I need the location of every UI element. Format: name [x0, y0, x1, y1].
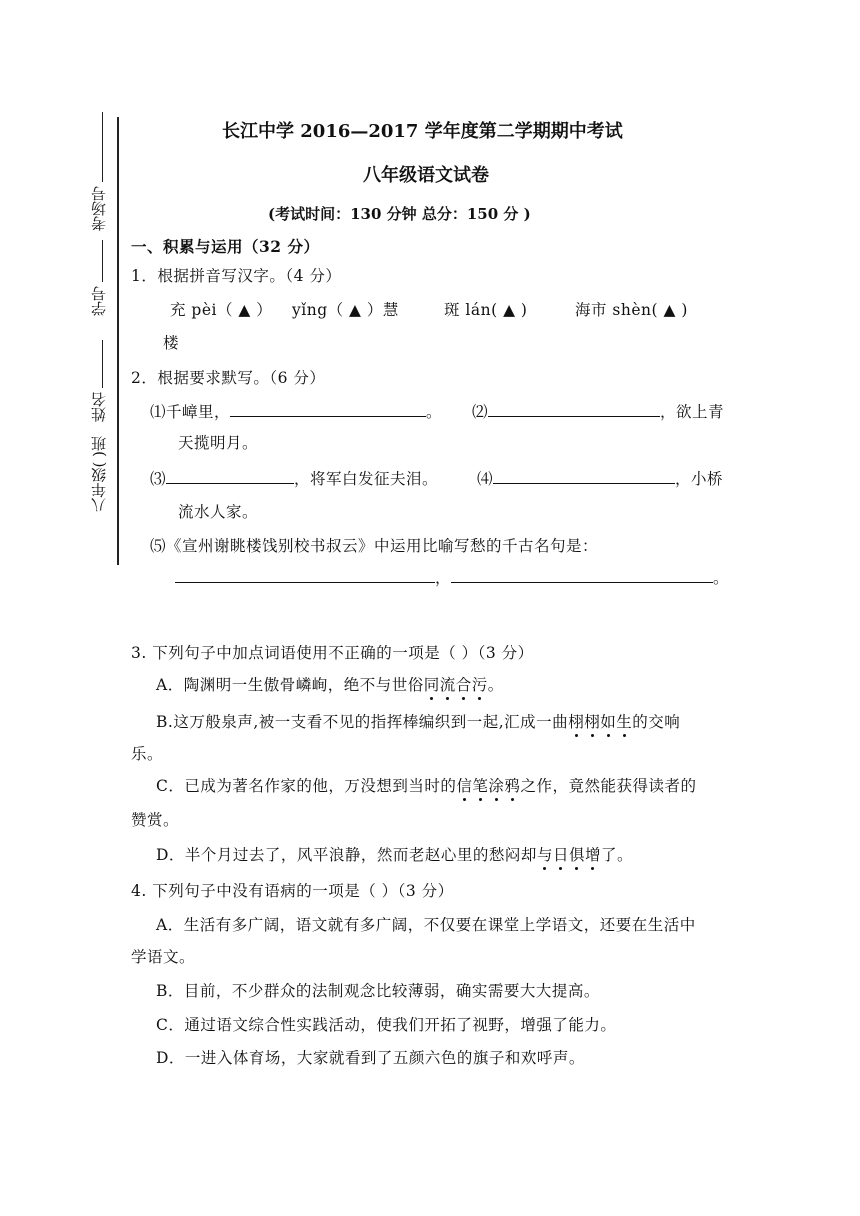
- q4-option-d: D．一进入体育场，大家就看到了五颜六色的旗子和欢呼声。: [156, 1049, 585, 1067]
- q2-part-4-text: ，小桥: [675, 470, 724, 488]
- emphasis-char: 与: [537, 843, 553, 865]
- q2-part-5: ⑸《宣州谢眺楼饯别校书叔云》中运用比喻写愁的千古名句是：: [150, 537, 599, 555]
- q3-option-a: [156, 673, 504, 695]
- q2-part-1-text: ⑴千嶂里，: [150, 403, 231, 421]
- q2-prompt: 2．根据要求默写。（6 分）: [131, 369, 326, 387]
- emphasis-char: 如: [600, 710, 616, 732]
- q1-item-2: yǐng（ ▲ ）慧: [292, 301, 399, 319]
- q3-b-emphasis: [568, 713, 632, 731]
- q3-d-text: D．半个月过去了，风平浪静，然而老赵心里的愁闷却: [156, 846, 537, 864]
- q2-part-4-wrap: 流水人家。: [178, 503, 259, 521]
- q4-option-b: B．目前，不少群众的法制观念比较薄弱，确实需要大大提高。: [156, 982, 600, 1000]
- q3-option-c-wrap: 赞赏。: [131, 811, 180, 829]
- q2-part-5-answer: [175, 566, 729, 588]
- exam-room-label: 考场号: [90, 186, 108, 231]
- q4-prompt: 4. 下列句子中没有语病的一项是（ ）（3 分）: [131, 882, 454, 900]
- q2-part-2: [472, 400, 724, 422]
- q2-part-5-end: 。: [713, 569, 730, 587]
- emphasis-char: 合: [456, 673, 472, 695]
- q3-a-end: 。: [487, 676, 504, 694]
- q2-part-2-num: ⑵: [472, 403, 489, 421]
- q3-c-end: 之作，竟然能获得读者的: [520, 777, 697, 795]
- q4-option-a: A．生活有多广阔，语文就有多广阔，不仅要在课堂上学语文，还要在生活中: [156, 916, 696, 934]
- q2-part-2-text: ，欲上青: [660, 403, 725, 421]
- emphasis-char: 俱: [569, 843, 585, 865]
- q2-blank-5a[interactable]: [175, 581, 435, 583]
- q3-d-end: 了。: [601, 846, 634, 864]
- q2-blank-3[interactable]: [166, 482, 294, 484]
- q3-option-b: [156, 710, 680, 732]
- student-no-label: 学号: [90, 286, 108, 316]
- q1-item-4: 海市 shèn( ▲ ): [575, 301, 688, 319]
- exam-title: 长江中学 2016—2017 学年度第二学期期中考试: [222, 121, 623, 142]
- emphasis-char: 同: [424, 673, 440, 695]
- emphasis-char: 鸦: [504, 774, 520, 796]
- q1-item-1: 充 pèi（ ▲ ）: [170, 301, 273, 319]
- q2-part-2-wrap: 天揽明月。: [178, 434, 259, 452]
- q3-option-c: [156, 774, 696, 796]
- class-label: 八年级( )班: [90, 436, 108, 513]
- q2-part-4: [477, 467, 723, 489]
- q3-option-d: [156, 843, 633, 865]
- q2-blank-1[interactable]: [230, 415, 426, 417]
- exam-info: (考试时间：130 分钟 总分：150 分 ): [268, 205, 531, 223]
- emphasis-char: 涂: [488, 774, 504, 796]
- q4-option-a-wrap: 学语文。: [131, 948, 196, 966]
- q2-part-1-end: 。: [426, 403, 443, 421]
- q2-part-3-text: ，将军白发征夫泪。: [294, 470, 439, 488]
- name-blank: [102, 340, 103, 388]
- q4-option-c: C．通过语文综合性实践活动，使我们开拓了视野，增强了能力。: [156, 1016, 617, 1034]
- q2-blank-2[interactable]: [488, 415, 660, 417]
- q2-part-3: [150, 467, 438, 489]
- student-no-blank: [102, 240, 103, 282]
- emphasis-char: 栩: [568, 710, 584, 732]
- name-label: 姓名: [90, 392, 108, 422]
- q3-a-text: A．陶渊明一生傲骨嶙峋，绝不与世俗: [156, 676, 424, 694]
- q3-c-emphasis: [456, 777, 520, 795]
- emphasis-char: 栩: [584, 710, 600, 732]
- emphasis-char: 日: [553, 843, 569, 865]
- emphasis-char: 增: [585, 843, 601, 865]
- q3-b-text: B.这万般泉声,被一支看不见的指挥棒编织到一起,汇成一曲: [156, 713, 569, 731]
- q2-part-3-num: ⑶: [150, 470, 167, 488]
- q1-wrap: 楼: [163, 334, 180, 352]
- q3-option-b-wrap: 乐。: [131, 745, 164, 763]
- binding-line: [117, 117, 119, 565]
- emphasis-char: 信: [456, 774, 472, 796]
- q2-part-1: [150, 400, 442, 422]
- q2-blank-4[interactable]: [493, 482, 675, 484]
- emphasis-char: 流: [440, 673, 456, 695]
- q3-b-end: 的交响: [632, 713, 681, 731]
- q2-part-5-comma: ，: [435, 569, 452, 587]
- q3-c-text: C．已成为著名作家的他，万没想到当时的: [156, 777, 457, 795]
- emphasis-char: 笔: [472, 774, 488, 796]
- emphasis-char: 污: [472, 673, 488, 695]
- q3-a-emphasis: [424, 676, 488, 694]
- paper-title: 八年级语文试卷: [363, 165, 489, 186]
- q1-prompt: 1．根据拼音写汉字。（4 分）: [131, 267, 342, 285]
- q2-blank-5b[interactable]: [451, 581, 713, 583]
- q3-d-emphasis: [537, 846, 601, 864]
- emphasis-char: 生: [616, 710, 632, 732]
- q2-part-4-num: ⑷: [477, 470, 494, 488]
- q3-prompt: 3. 下列句子中加点词语使用不正确的一项是（ ）（3 分）: [131, 644, 534, 662]
- exam-room-blank: [102, 112, 103, 182]
- q1-item-3: 斑 lán( ▲ ): [444, 301, 528, 319]
- section-heading: 一、积累与运用（32 分）: [131, 237, 320, 256]
